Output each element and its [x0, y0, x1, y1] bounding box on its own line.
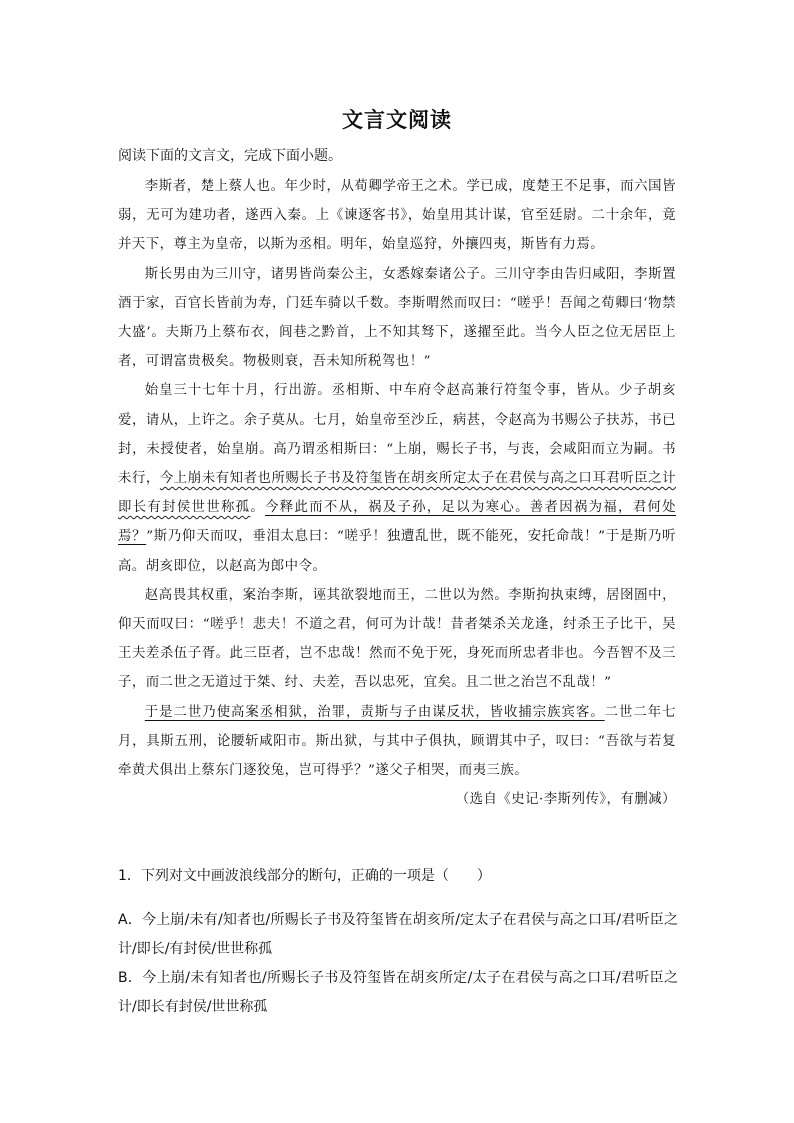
passage-paragraph-5 [118, 698, 676, 786]
passage-paragraph-3 [118, 376, 676, 580]
wavy-underlined-sentence: 今上崩未有知者也所赐长子书及符玺皆在胡亥所定太子在君侯与高之口耳君听臣之计即长有封侯世世称孤 [118, 471, 677, 516]
paragraph-3-text-a: 始皇三十七年十月，行出游。丞相斯、中车府令赵高兼行符玺令事，皆从。少子胡亥爱，请从，上许之。余子莫从。七月，始皇帝至沙丘，病甚，令赵高为书赐公子扶苏，书已封，未授使者，始皇崩。高乃谓丞相斯曰：“上崩，赐长子书，与丧，会咸阳而立为嗣。书未行， [118, 383, 676, 487]
classical-passage [118, 172, 676, 814]
underlined-sentence-1: 今释此而不从，祸及子孙，足以为寒心。善者因祸为福，君何处焉？ [118, 500, 677, 545]
underlined-sentence-2: 于是二世乃使高案丞相狱，治罪，责斯与子由谋反状，皆收捕宗族宾客。 [144, 704, 605, 720]
source-citation: （选自《史记·李斯列传》，有删减） [455, 792, 676, 808]
passage-paragraph-2: 斯长男由为三川守，诸男皆尚秦公主，女悉嫁秦诸公子。三川守李由告归咸阳，李斯置酒于家，百官长皆前为寿，门廷车骑以千数。李斯喟然而叹曰：“嗟乎！吾闻之荀卿曰‘物禁大盛’。夫斯乃上蔡布衣，闾巷之黔首，上不知其驽下，遂擢至此。当今人臣之位无居臣上者，可谓富贵极矣。物极则衰，吾未知所税驾也！” [118, 266, 676, 370]
instruction-text: 阅读下面的文言文，完成下面小题。 [118, 148, 342, 164]
paragraph-3-separator: 。 [250, 500, 266, 516]
option-b[interactable]: B．今上崩/未有知者也/所赐长子书及符玺皆在胡亥所定/太子在君侯与高之口耳/君听臣之计/即长有封侯/世世称孤 [118, 970, 678, 1015]
option-a[interactable]: A．今上崩/未有/知者也/所赐长子书及符玺皆在胡亥所/定太子在君侯与高之口耳/君听臣之计/即长/有封侯/世世称孤 [118, 912, 678, 957]
paragraph-3-text-b: ”斯乃仰天而叹，垂泪太息曰：“嗟乎！独遭乱世，既不能死，安托命哉！”于是斯乃听高。胡亥即位，以赵高为郎中令。 [118, 529, 676, 574]
question-1 [118, 862, 678, 1022]
passage-paragraph-1: 李斯者，楚上蔡人也。年少时，从荀卿学帝王之术。学已成，度楚王不足事，而六国皆弱，无可为建功者，遂西入秦。上《谏逐客书》，始皇用其计谋，官至廷尉。二十余年，竟并天下，尊主为皇帝，以斯为丞相。明年，始皇巡狩，外攘四夷，斯皆有力焉。 [118, 179, 676, 253]
question-1-stem: 1．下列对文中画波浪线部分的断句，正确的一项是（ ） [118, 868, 491, 884]
page-title: 文言文阅读 [342, 107, 452, 132]
passage-paragraph-4: 赵高畏其权重，案治李斯，诬其欲裂地而王，二世以为然。李斯拘执束缚，居囹圄中，仰天而叹曰：“嗟乎！悲夫！不道之君，何可为计哉！昔者桀杀关龙逢，纣杀王子比干，吴王夫差杀伍子胥。此三臣者，岂不忠哉！然而不免于死，身死而所忠者非也。今吾智不及三子，而二世之无道过于桀、纣、夫差，吾以忠死，宜矣。且二世之治岂不乱哉！” [118, 587, 676, 691]
paragraph-5-text-b: 二世二年七月，具斯五刑，论腰斩咸阳市。斯出狱，与其中子俱执，顾谓其中子，叹曰：“吾欲与若复牵黄犬俱出上蔡东门逐狡兔，岂可得乎？”遂父子相哭，而夷三族。 [118, 704, 677, 779]
